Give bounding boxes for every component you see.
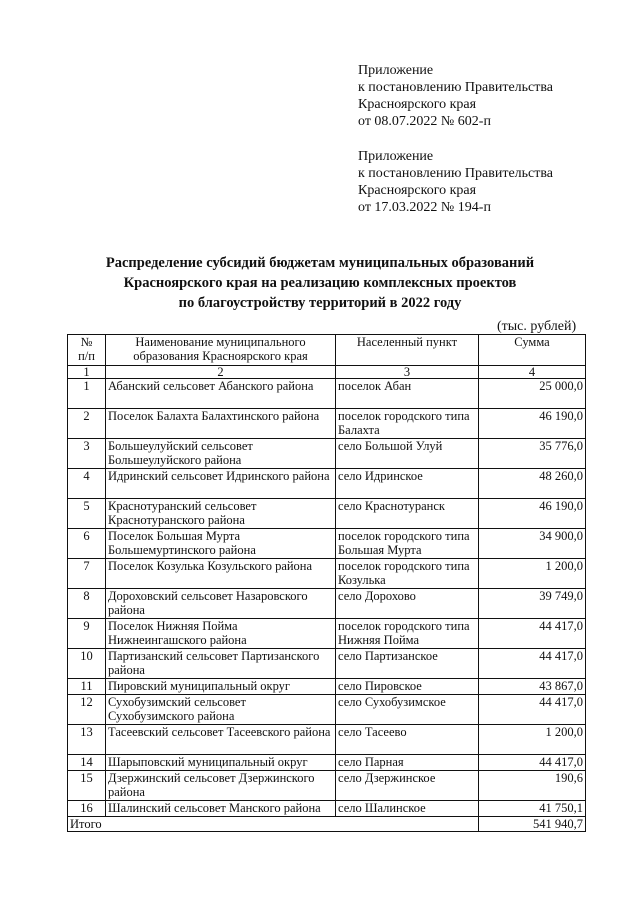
row-municipality: Шарыповский муниципальный округ: [106, 755, 336, 771]
header-num: [68, 335, 106, 366]
appendix-date-number: от 17.03.2022 № 194-п: [358, 200, 491, 215]
appendix-label: Приложение: [358, 149, 434, 164]
row-sum: 190,6: [479, 771, 586, 801]
row-municipality: Поселок Нижняя Пойма Нижнеингашского района: [106, 619, 336, 649]
total-row: [68, 817, 586, 832]
title-line-1: Распределение субсидий бюджетам муниципальных образований: [105, 255, 535, 271]
column-index: 1: [68, 366, 106, 379]
table-row: [68, 801, 586, 817]
row-municipality: Абанский сельсовет Абанского района: [106, 379, 336, 409]
row-settlement: поселок городского типа Балахта: [336, 409, 479, 439]
row-sum: 46 190,0: [479, 499, 586, 529]
table-row: [68, 559, 586, 589]
row-number: 16: [68, 801, 106, 817]
row-sum: 25 000,0: [479, 379, 586, 409]
total-label: Итого: [68, 817, 479, 832]
row-municipality: Краснотуранский сельсовет Краснотуранского района: [106, 499, 336, 529]
appendix-region: Красноярского края: [358, 97, 477, 112]
row-sum: 34 900,0: [479, 529, 586, 559]
document-title: [0, 253, 640, 313]
units-label: (тыс. рублей): [497, 319, 577, 334]
row-municipality: Партизанский сельсовет Партизанского района: [106, 649, 336, 679]
row-number: 15: [68, 771, 106, 801]
appendix-header-current: [358, 62, 553, 130]
row-sum: 46 190,0: [479, 409, 586, 439]
row-settlement: поселок городского типа Большая Мурта: [336, 529, 479, 559]
table-row: [68, 439, 586, 469]
row-number: 14: [68, 755, 106, 771]
table-row: [68, 469, 586, 499]
row-number: 7: [68, 559, 106, 589]
header-sum: Сумма: [479, 335, 586, 366]
row-settlement: село Партизанское: [336, 649, 479, 679]
table-row: [68, 649, 586, 679]
table-row: [68, 379, 586, 409]
appendix-resolution-ref: к постановлению Правительства: [358, 80, 554, 95]
table-row: [68, 695, 586, 725]
row-number: 3: [68, 439, 106, 469]
row-number: 2: [68, 409, 106, 439]
row-municipality: Пировский муниципальный округ: [106, 679, 336, 695]
header-name: Наименование муниципального образования Красноярского края: [106, 335, 336, 366]
table-row: [68, 499, 586, 529]
row-number: 6: [68, 529, 106, 559]
header-num-text: № п/п: [78, 335, 95, 363]
appendix-header-original: [358, 148, 553, 216]
row-municipality: Дзержинский сельсовет Дзержинского района: [106, 771, 336, 801]
row-sum: 48 260,0: [479, 469, 586, 499]
row-number: 5: [68, 499, 106, 529]
appendix-region: Красноярского края: [358, 183, 477, 198]
subsidy-table: [67, 334, 586, 832]
row-settlement: поселок городского типа Козулька: [336, 559, 479, 589]
row-municipality: Поселок Большая Мурта Большемуртинского района: [106, 529, 336, 559]
row-municipality: Тасеевский сельсовет Тасеевского района: [106, 725, 336, 755]
table-row: [68, 619, 586, 649]
appendix-date-number: от 08.07.2022 № 602-п: [358, 114, 491, 129]
row-settlement: село Идринское: [336, 469, 479, 499]
title-line-2: Красноярского края на реализацию комплексных проектов: [123, 275, 517, 291]
row-number: 1: [68, 379, 106, 409]
row-number: 12: [68, 695, 106, 725]
total-sum: 541 940,7: [479, 817, 586, 832]
row-settlement: село Парная: [336, 755, 479, 771]
table-header-row: [68, 335, 586, 366]
row-settlement: село Тасеево: [336, 725, 479, 755]
row-settlement: село Дзержинское: [336, 771, 479, 801]
row-settlement: село Шалинское: [336, 801, 479, 817]
row-sum: 44 417,0: [479, 619, 586, 649]
row-number: 4: [68, 469, 106, 499]
row-sum: 44 417,0: [479, 695, 586, 725]
column-index-row: [68, 366, 586, 379]
row-settlement: село Краснотуранск: [336, 499, 479, 529]
row-sum: 1 200,0: [479, 559, 586, 589]
row-settlement: поселок городского типа Нижняя Пойма: [336, 619, 479, 649]
row-settlement: село Большой Улуй: [336, 439, 479, 469]
table-row: [68, 725, 586, 755]
row-municipality: Идринский сельсовет Идринского района: [106, 469, 336, 499]
table-row: [68, 755, 586, 771]
row-municipality: Поселок Козулька Козульского района: [106, 559, 336, 589]
row-sum: 39 749,0: [479, 589, 586, 619]
row-number: 13: [68, 725, 106, 755]
row-municipality: Поселок Балахта Балахтинского района: [106, 409, 336, 439]
row-number: 9: [68, 619, 106, 649]
table-row: [68, 589, 586, 619]
row-sum: 44 417,0: [479, 755, 586, 771]
row-settlement: село Сухобузимское: [336, 695, 479, 725]
appendix-resolution-ref: к постановлению Правительства: [358, 166, 554, 181]
table-row: [68, 529, 586, 559]
row-sum: 44 417,0: [479, 649, 586, 679]
row-settlement: село Дорохово: [336, 589, 479, 619]
row-sum: 35 776,0: [479, 439, 586, 469]
row-sum: 41 750,1: [479, 801, 586, 817]
row-number: 11: [68, 679, 106, 695]
table-row: [68, 679, 586, 695]
header-settlement: Населенный пункт: [336, 335, 479, 366]
row-municipality: Шалинский сельсовет Манского района: [106, 801, 336, 817]
title-line-3: по благоустройству территорий в 2022 году: [178, 295, 462, 311]
row-municipality: Дороховский сельсовет Назаровского района: [106, 589, 336, 619]
row-sum: 1 200,0: [479, 725, 586, 755]
table-row: [68, 409, 586, 439]
row-number: 10: [68, 649, 106, 679]
table-row: [68, 771, 586, 801]
row-settlement: село Пировское: [336, 679, 479, 695]
column-index: 3: [336, 366, 479, 379]
row-number: 8: [68, 589, 106, 619]
column-index: 4: [479, 366, 586, 379]
row-municipality: Сухобузимский сельсовет Сухобузимского района: [106, 695, 336, 725]
row-sum: 43 867,0: [479, 679, 586, 695]
appendix-label: Приложение: [358, 63, 434, 78]
column-index: 2: [106, 366, 336, 379]
subsidy-table-body: [68, 335, 586, 832]
row-settlement: поселок Абан: [336, 379, 479, 409]
row-municipality: Большеулуйский сельсовет Большеулуйского района: [106, 439, 336, 469]
